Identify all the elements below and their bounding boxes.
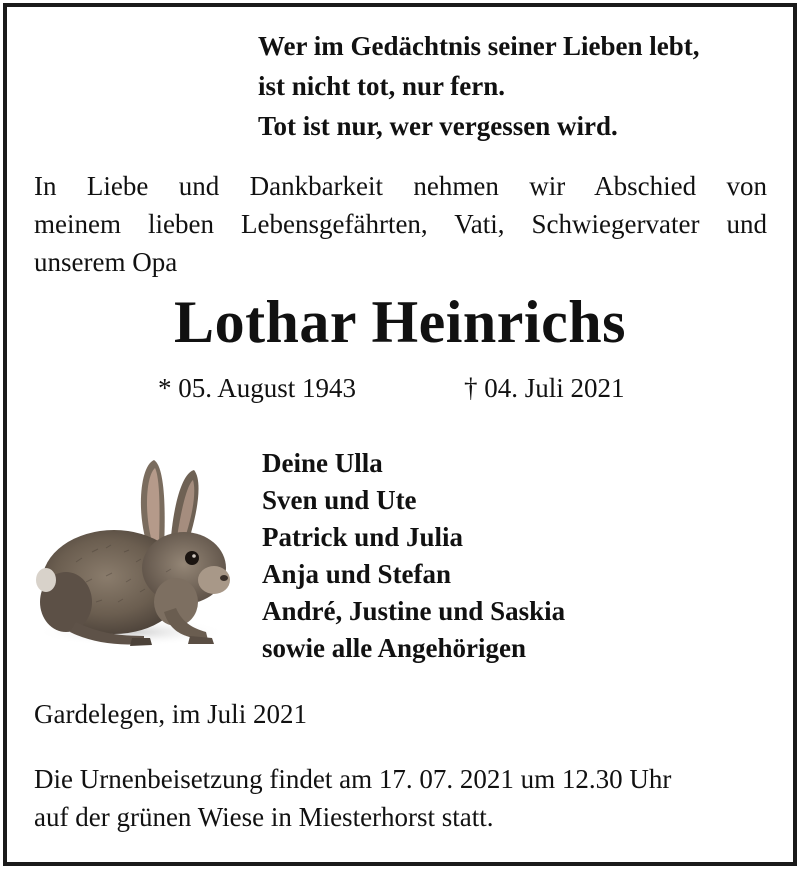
mourners-list xyxy=(262,445,565,667)
burial-line: auf der grünen Wiese in Miesterhorst statt. xyxy=(34,802,494,832)
quote-line: ist nicht tot, nur fern. xyxy=(258,71,505,101)
mourner-line: Anja und Stefan xyxy=(262,559,452,589)
intro-line: unserem Opa xyxy=(34,247,178,277)
birth-date: * 05. August 1943 xyxy=(158,373,357,403)
quote-line: Tot ist nur, wer vergessen wird. xyxy=(258,111,618,141)
mourner-line: sowie alle Angehörigen xyxy=(262,633,526,663)
quote-line: Wer im Gedächtnis seiner Lieben lebt, xyxy=(258,31,700,61)
burial-info xyxy=(34,760,671,836)
intro-line: In Liebe und Dankbarkeit nehmen wir Abschied von xyxy=(34,171,767,201)
mourner-line: Deine Ulla xyxy=(262,448,383,478)
deceased-name: Lothar Heinrichs xyxy=(174,289,626,355)
burial-line: Die Urnenbeisetzung findet am 17. 07. 2021 um 12.30 Uhr xyxy=(34,764,672,794)
mourner-line: Sven und Ute xyxy=(262,485,417,515)
place-and-date: Gardelegen, im Juli 2021 xyxy=(34,699,307,729)
mourner-line: André, Justine und Saskia xyxy=(262,596,566,626)
death-date: † 04. Juli 2021 xyxy=(464,373,625,403)
rabbit-image xyxy=(36,452,240,652)
intro-line: meinem lieben Lebensgefährten, Vati, Schwiegervater und xyxy=(34,209,767,239)
mourner-line: Patrick und Julia xyxy=(262,522,464,552)
memorial-quote xyxy=(258,26,700,146)
intro-text xyxy=(34,167,767,281)
